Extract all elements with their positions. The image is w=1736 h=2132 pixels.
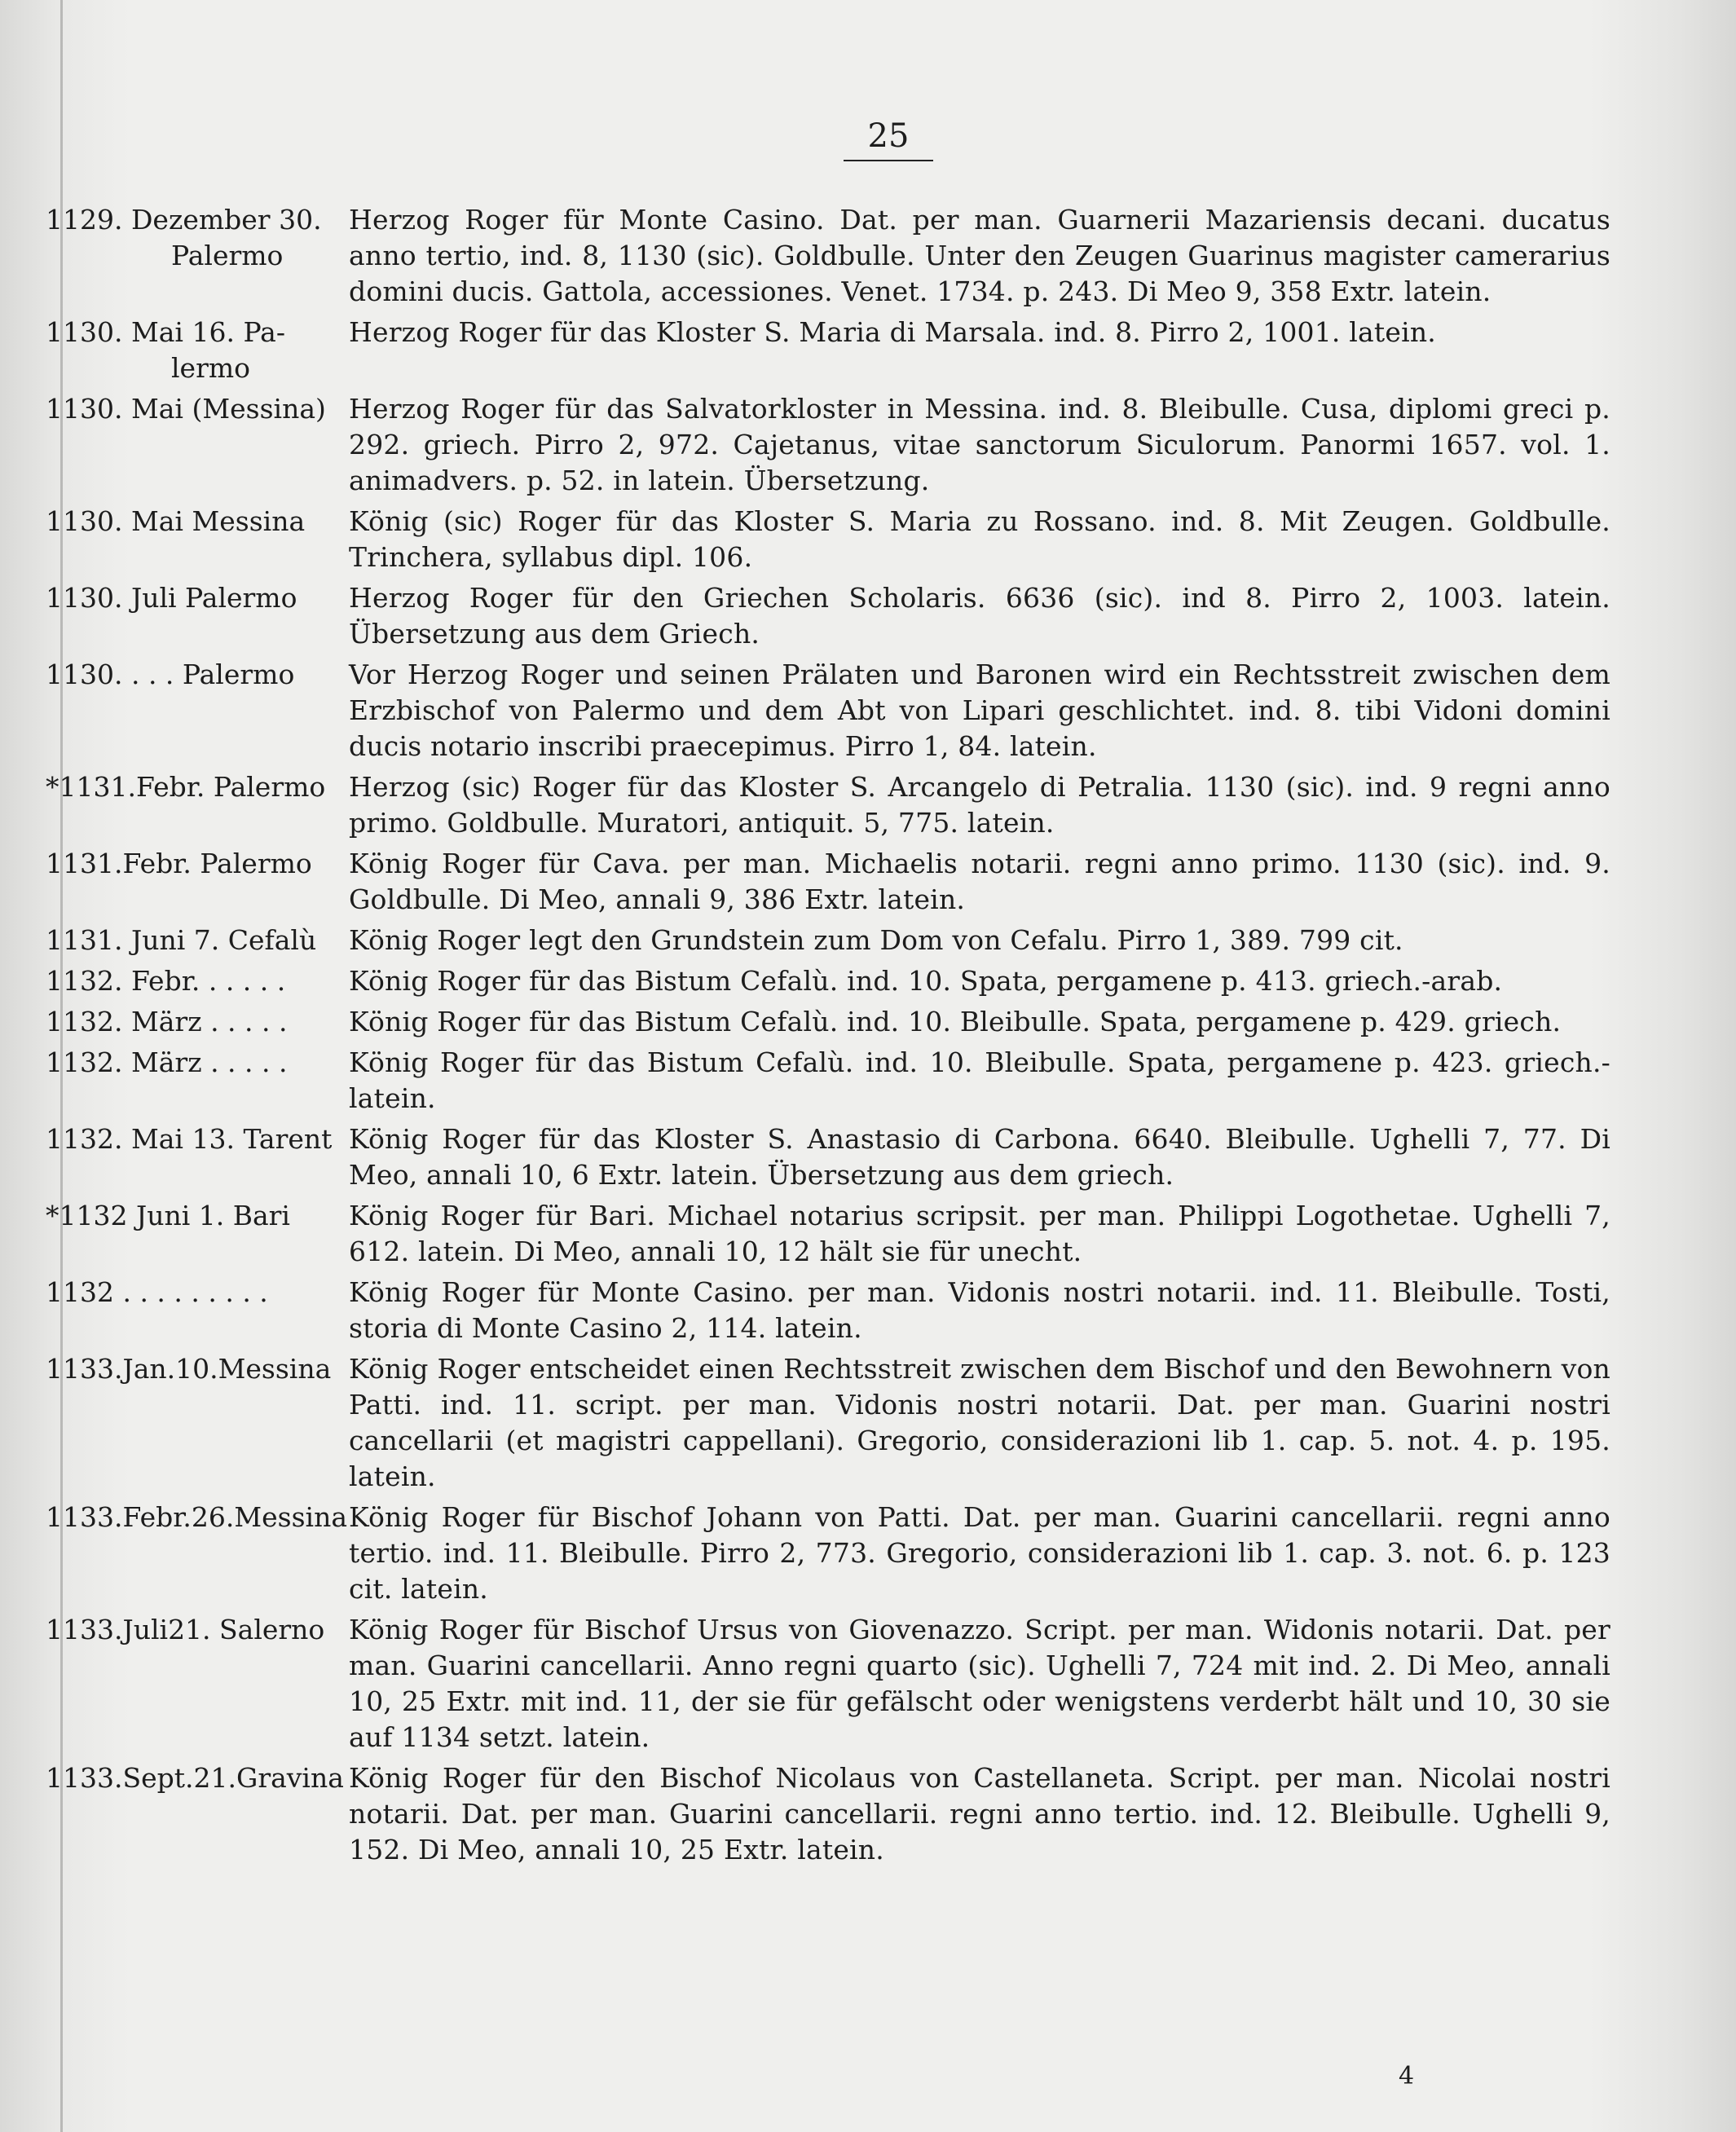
entry-date-line: 1133.Febr.26.Messina (46, 1501, 348, 1533)
entry-date (46, 1275, 341, 1310)
regest-entry (46, 504, 1610, 575)
entry-text: König Roger für das Kloster S. Anastasio di Carbona. 6640. Bleibulle. Ughelli 7, 77. Di Meo, annali 10, 6 Extr. latein. Übersetzung aus dem griech. (349, 1123, 1610, 1191)
entry-date (46, 769, 341, 805)
entry-date (46, 315, 341, 386)
entry-text: Herzog Roger für Monte Casino. Dat. per man. Guarnerii Mazariensis decani. ducatus anno tertio, ind. 8, 1130 (sic). Goldbulle. Unter den Zeugen Guarinus magister camerarius domini ducis. Gattola, accessiones. Venet. 1734. p. 243. Di Meo 9, 358 Extr. latein. (349, 204, 1610, 307)
entry-text: Herzog Roger für das Kloster S. Maria di Marsala. ind. 8. Pirro 2, 1001. latein. (349, 316, 1437, 348)
regesta-list (46, 202, 1610, 1873)
entry-date (46, 1760, 344, 1796)
entry-date-line: 1130. Mai (Messina) (46, 393, 326, 425)
entry-text: König Roger für Cava. per man. Michaelis notarii. regni anno primo. 1130 (sic). ind. 9. Goldbulle. Di Meo, annali 9, 386 Extr. latein. (349, 848, 1610, 915)
entry-text: König Roger für Bischof Johann von Patti. Dat. per man. Guarini cancellarii. regni anno tertio. ind. 11. Bleibulle. Pirro 2, 773. Gregorio, considerazioni lib 1. cap. 3. not. 6. p. 123 cit. latein. (349, 1501, 1610, 1605)
entry-date-line: 1131.Febr. Palermo (46, 848, 312, 879)
entry-date-line: 1132. Febr. . . . . . (46, 965, 286, 997)
entry-date-line: 1133.Jan.10.Messina (46, 1353, 332, 1385)
entry-date-line: 1129. Dezember 30. (46, 204, 322, 236)
entry-date (46, 391, 341, 427)
entry-date-line: 1133.Sept.21.Gravina (46, 1762, 344, 1794)
entry-date (46, 1351, 341, 1387)
entry-text: König Roger legt den Grundstein zum Dom von Cefalu. Pirro 1, 389. 799 cit. (349, 924, 1403, 956)
entry-text: König Roger für das Bistum Cefalù. ind. 10. Spata, pergamene p. 413. griech.-arab. (349, 965, 1503, 997)
regest-entry (46, 846, 1610, 918)
entry-date-line: 1133.Juli21. Salerno (46, 1614, 325, 1645)
entry-date (46, 202, 341, 274)
entry-date (46, 580, 341, 616)
entry-text: Vor Herzog Roger und seinen Prälaten und Baronen wird ein Rechtsstreit zwischen dem Erzbischof von Palermo und dem Abt von Lipari geschlichtet. ind. 8. tibi Vidoni domini ducis notario inscribi praecepimus. Pirro 1, 84. latein. (349, 659, 1610, 762)
regest-entry (46, 202, 1610, 310)
entry-text: König Roger für Bari. Michael notarius scripsit. per man. Philippi Logothetae. Ughelli 7, 612. latein. Di Meo, annali 10, 12 hält sie für unecht. (349, 1200, 1610, 1267)
entry-date-line: 1132. März . . . . . (46, 1006, 288, 1037)
entry-date-line: 1132 . . . . . . . . . (46, 1276, 268, 1308)
entry-date (46, 1004, 341, 1040)
entry-date-place: lermo (171, 352, 251, 384)
entry-text: Herzog Roger für den Griechen Scholaris. 6636 (sic). ind 8. Pirro 2, 1003. latein. Übersetzung aus dem Griech. (349, 582, 1610, 650)
entry-date-line: 1130. Mai Messina (46, 505, 306, 537)
regest-entry (46, 1351, 1610, 1495)
entry-date-line: 1130. Juli Palermo (46, 582, 297, 614)
entry-date (46, 1500, 348, 1535)
regest-entry (46, 769, 1610, 841)
entry-text: Herzog Roger für das Salvatorkloster in Messina. ind. 8. Bleibulle. Cusa, diplomi greci p. 292. griech. Pirro 2, 972. Cajetanus, vitae sanctorum Siculorum. Panormi 1657. vol. 1. animadvers. p. 52. in latein. Übersetzung. (349, 393, 1610, 496)
entry-text: König (sic) Roger für das Kloster S. Maria zu Rossano. ind. 8. Mit Zeugen. Goldbulle. Trinchera, syllabus dipl. 106. (349, 505, 1610, 573)
page-header (807, 116, 970, 161)
entry-date-line: *1132 Juni 1. Bari (46, 1200, 290, 1231)
regest-entry (46, 315, 1610, 386)
entry-date (46, 1045, 341, 1081)
entry-date (46, 657, 341, 693)
entry-date-line: 1130. Mai 16. Pa- (46, 316, 285, 348)
entry-text: Herzog (sic) Roger für das Kloster S. Arcangelo di Petralia. 1130 (sic). ind. 9 regni anno primo. Goldbulle. Muratori, antiquit. 5, 775. latein. (349, 771, 1610, 839)
regest-entry (46, 1121, 1610, 1193)
regest-entry (46, 923, 1610, 958)
entry-date-place: Palermo (171, 240, 284, 271)
entry-text: König Roger für Monte Casino. per man. Vidonis nostri notarii. ind. 11. Bleibulle. Tosti, storia di Monte Casino 2, 114. latein. (349, 1276, 1610, 1344)
entry-date (46, 846, 341, 882)
regest-entry (46, 580, 1610, 652)
entry-date-line: *1131.Febr. Palermo (46, 771, 326, 803)
entry-text: König Roger für das Bistum Cefalù. ind. 10. Bleibulle. Spata, pergamene p. 423. griech.-latein. (349, 1046, 1610, 1114)
entry-text: König Roger für das Bistum Cefalù. ind. 10. Bleibulle. Spata, pergamene p. 429. griech. (349, 1006, 1562, 1037)
regest-entry (46, 963, 1610, 999)
regest-entry (46, 1760, 1610, 1868)
entry-date-line: 1132. Mai 13. Tarent (46, 1123, 333, 1155)
regest-entry (46, 1275, 1610, 1346)
regest-entry (46, 1004, 1610, 1040)
regest-entry (46, 657, 1610, 764)
regest-entry (46, 391, 1610, 499)
page-number: 25 (844, 116, 934, 161)
entry-date (46, 1121, 341, 1157)
entry-text: König Roger für Bischof Ursus von Giovenazzo. Script. per man. Widonis notarii. Dat. per man. Guarini cancellarii. Anno regni quarto (sic). Ughelli 7, 724 mit ind. 2. Di Meo, annali 10, 25 Extr. mit ind. 11, der sie für gefälscht oder wenigstens verderbt hält und 10, 30 sie auf 1134 setzt. latein. (349, 1614, 1610, 1753)
entry-date (46, 1612, 341, 1648)
regest-entry (46, 1045, 1610, 1117)
entry-date-line: 1132. März . . . . . (46, 1046, 288, 1078)
entry-date-line: 1130. . . . Palermo (46, 659, 295, 690)
entry-text: König Roger entscheidet einen Rechtsstreit zwischen dem Bischof und den Bewohnern von Patti. ind. 11. script. per man. Vidonis nostri notarii. Dat. per man. Guarini nostri cancellarii (et magistri cappellani). Gregorio, considerazioni lib 1. cap. 5. not. 4. p. 195. latein. (349, 1353, 1610, 1492)
entry-date (46, 923, 341, 958)
entry-date-line: 1131. Juni 7. Cefalù (46, 924, 317, 956)
regest-entry (46, 1500, 1610, 1607)
entry-text: König Roger für den Bischof Nicolaus von Castellaneta. Script. per man. Nicolai nostri notarii. Dat. per man. Guarini cancellarii. regni anno tertio. ind. 12. Bleibulle. Ughelli 9, 152. Di Meo, annali 10, 25 Extr. latein. (349, 1762, 1610, 1866)
signature-mark: 4 (1399, 2062, 1415, 2090)
regest-entry (46, 1612, 1610, 1755)
regest-entry (46, 1198, 1610, 1270)
entry-date (46, 963, 341, 999)
entry-date (46, 1198, 341, 1234)
entry-date (46, 504, 341, 540)
